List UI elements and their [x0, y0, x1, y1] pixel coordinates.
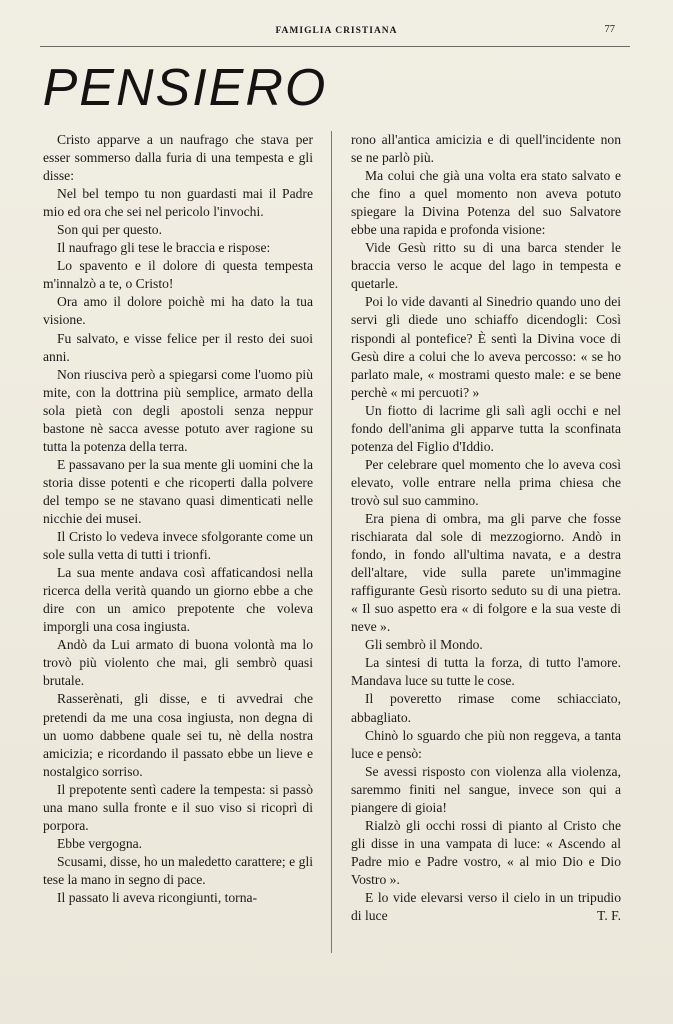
paragraph: Non riusciva però a spiegarsi come l'uomo più mite, con la dottrina più semplice, armato della sola pietà con degli apostoli senza neppur bastone nè sacca avesse potuto aver ragione su tutta la potenza della terra. [43, 366, 313, 454]
paragraph: La sua mente andava così affaticandosi nella ricerca della verità quando un giorno ebbe a che dire con un amico prepotente che voleva imporgli una cosa ingiusta. [43, 565, 313, 635]
paragraph: Poi lo vide davanti al Sinedrio quando uno dei servi gli diede uno schiaffo dicendogli: Così rispondi al pontefice? È sentì la Divina voce di Gesù dire a colui che lo aveva percosso: « se ho parlato male, « mostrami questo male: e se bene perchè « mi percuoti? » [351, 294, 621, 400]
paragraph: Un fiotto di lacrime gli salì agli occhi e nel fondo dell'anima gli apparve tutta la sconfinata potenza del Figlio d'Iddio. [351, 402, 621, 454]
paragraph: Rialzò gli occhi rossi di pianto al Cristo che gli disse in una vampata di luce: « Ascendo al Padre mio e Padre vostro, « al mio Dio e Dio Vostro ». [351, 817, 621, 887]
column-divider [331, 131, 332, 953]
paragraph: Il poveretto rimase come schiacciato, abbagliato. [351, 691, 621, 725]
magazine-title: FAMIGLIA CRISTIANA [275, 26, 398, 36]
paragraph: Ma colui che già una volta era stato salvato e che fino a quel momento non aveva potuto spiegare la Divina Potenza del suo Salvatore ebbe una rapida e profonda visione: [351, 168, 621, 238]
paragraph: Nel bel tempo tu non guardasti mai il Padre mio ed ora che sei nel pericolo l'invochi. [43, 186, 313, 220]
paragraph: Il prepotente sentì cadere la tempesta: si passò una mano sulla fronte e il suo viso si ricoprì di porpora. [43, 781, 313, 833]
running-header [0, 26, 673, 42]
paragraph: Rasserènati, gli disse, e ti avvedrai che pretendi da me una cosa ingiusta, non degna di un uomo dabbene quale sei tu, nè della nostra amicizia; e ricordando il passato ebbe un lieve e nostalgico sorriso. [43, 691, 313, 779]
paragraph: Ora amo il dolore poichè mi ha dato la tua visione. [43, 294, 313, 328]
header-rule [40, 46, 630, 47]
paragraph: Era piena di ombra, ma gli parve che fosse rischiarata dal sole di mezzogiorno. Andò in fondo, in fondo all'ultima navata, e a destra dell'altare, vide sulla parete un'immagine raffigurante Gesù risorto seduto su di una pietra. « Il suo aspetto era « di folgore e la sua veste di neve ». [351, 510, 621, 635]
right-column [351, 131, 621, 925]
closing-text: E lo vide elevarsi verso il cielo in un tripudio di luce [351, 889, 621, 924]
paragraph: E passavano per la sua mente gli uomini che la storia disse potenti e che ricoperti dalla polvere del tempo se ne stavano quasi dimenticati nelle nicchie dei musei. [43, 456, 313, 526]
paragraph: Gli sembrò il Mondo. [365, 637, 483, 653]
paragraph: Fu salvato, e visse felice per il resto dei suoi anni. [43, 330, 313, 364]
continued-paragraph: rono all'antica amicizia e di quell'incidente non se ne parlò più. [351, 132, 621, 166]
paragraph: Vide Gesù ritto su di una barca stender le braccia verso le acque del lago in tempesta e quetarle. [351, 240, 621, 292]
paragraph: Cristo apparve a un naufrago che stava per esser sommerso dalla furia di una tempesta e gli disse: [43, 132, 313, 184]
paragraph: La sintesi di tutta la forza, di tutto l'amore. Mandava luce su tutte le cose. [351, 655, 621, 689]
paragraph: Son qui per questo. [57, 222, 162, 238]
paragraph: Il Cristo lo vedeva invece sfolgorante come un sole sulla vetta di tutti i trionfi. [43, 529, 313, 563]
paragraph: Andò da Lui armato di buona volontà ma lo trovò più violento che mai, gli sembrò quasi brutale. [43, 637, 313, 689]
left-column [43, 131, 313, 907]
paragraph: Scusami, disse, ho un maledetto carattere; e gli tese la mano in segno di pace. [43, 853, 313, 887]
article-title: PENSIERO [42, 59, 328, 117]
paragraph: Il passato li aveva ricongiunti, torna- [57, 889, 258, 905]
paragraph: Il naufrago gli tese le braccia e rispose: [57, 240, 271, 256]
page-number: 77 [604, 24, 615, 35]
paragraph: Lo spavento e il dolore di questa tempesta m'innalzò a te, o Cristo! [43, 258, 313, 292]
closing-paragraph [351, 889, 621, 925]
paragraph: Ebbe vergogna. [57, 835, 143, 851]
author-signature: T. F. [597, 908, 621, 924]
paragraph: Se avessi risposto con violenza alla violenza, saremmo finiti nel sangue, invece son qui a piangere di gioia! [351, 763, 621, 815]
paragraph: Per celebrare quel momento che lo aveva così elevato, volle entrare nella prima chiesa che trovò sul suo cammino. [351, 456, 621, 508]
paragraph: Chinò lo sguardo che più non reggeva, a tanta luce e pensò: [351, 727, 621, 761]
